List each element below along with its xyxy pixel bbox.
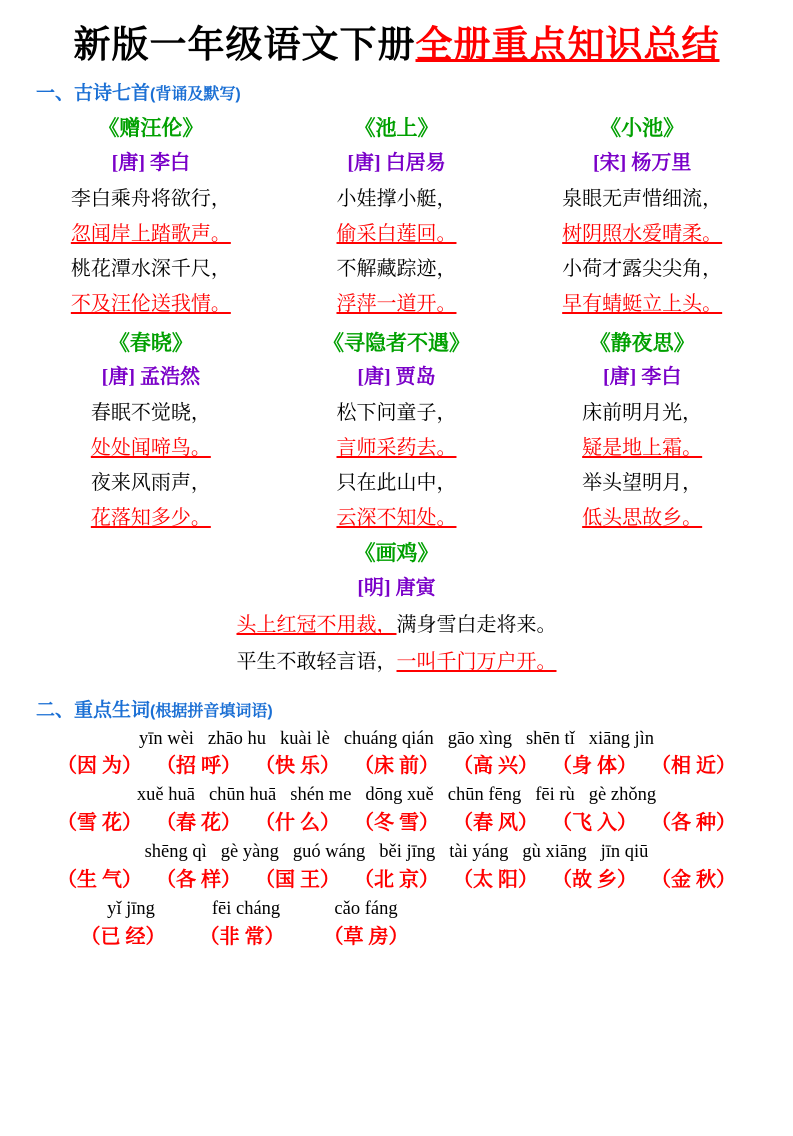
- section-2-name: 重点生词: [74, 699, 151, 721]
- poem-author-name: 孟浩然: [139, 366, 200, 388]
- vocab-pinyin: yǐ jīng: [107, 898, 155, 919]
- poem-couplet: [0, 644, 793, 681]
- vocab-pinyin: chuáng qián: [343, 728, 434, 749]
- vocab-pinyin: gù xiāng: [522, 842, 587, 862]
- section-1-name: 古诗七首: [74, 83, 151, 104]
- vocab-answer: （冬 雪）: [354, 812, 439, 834]
- vocab-answer: （草 房）: [323, 925, 409, 948]
- vocab-answer: （身 体）: [552, 755, 637, 778]
- vocab-pinyin: gè yàng: [220, 842, 279, 862]
- poem-xiaochi: [519, 109, 765, 322]
- vocab-pinyin: xuě huā: [136, 785, 195, 806]
- poem-line: 李白乘舟将欲行，: [70, 187, 231, 210]
- vocab-answer: （各 样）: [156, 868, 241, 891]
- vocab-pinyin: shēng qì: [144, 842, 207, 862]
- poem-line: 不及汪伦送我情。: [70, 292, 231, 315]
- poem-line: 花落知多少。: [90, 507, 211, 529]
- vocab-pinyin: gāo xìng: [447, 728, 512, 749]
- vocab-answer: （因 为）: [57, 755, 142, 778]
- vocab-answer: （春 花）: [156, 812, 241, 834]
- poem-author: [28, 145, 274, 182]
- poem-huaji: [0, 538, 793, 681]
- poem-couplet: [0, 607, 793, 644]
- section-1-num: 一、: [36, 83, 75, 104]
- vocab-answer: （高 兴）: [453, 755, 538, 778]
- poem-title: 《静夜思》: [589, 330, 695, 355]
- poem-grid-row-1: [28, 109, 765, 322]
- section-heading-vocab: [36, 695, 793, 722]
- vocab-answer: （太 阳）: [453, 868, 538, 891]
- poem-line: 夜来风雨声，: [90, 472, 211, 494]
- vocab-hanzi-row: [24, 924, 769, 951]
- poem-line: 低头思故乡。: [582, 507, 703, 529]
- poem-line: 春眠不觉晓，: [90, 402, 211, 424]
- vocab-pinyin: cǎo fáng: [334, 898, 398, 919]
- vocab-answer: （什 么）: [255, 812, 340, 834]
- vocab-answer: （非 常）: [199, 925, 285, 948]
- poem-grid-row-2: [28, 324, 765, 537]
- vocab-answer: （相 近）: [651, 755, 736, 778]
- poem-line: 只在此山中，: [336, 472, 457, 494]
- vocab-pinyin: běi jīng: [379, 842, 436, 862]
- poem-author-name: 李白: [641, 366, 682, 388]
- vocab-group: [24, 726, 769, 781]
- poem-author-name: 贾岛: [395, 366, 436, 388]
- poem-author: [519, 359, 765, 396]
- poem-line: 树阴照水爱晴柔。: [562, 222, 723, 245]
- poem-author: [274, 359, 520, 396]
- vocab-pinyin-row: [24, 726, 769, 754]
- document-page: [0, 14, 793, 1136]
- poem-line: 疑是地上霜。: [582, 437, 703, 459]
- vocab-pinyin-row: [24, 839, 769, 867]
- poem-line: 云深不知处。: [336, 507, 457, 529]
- poem-author: [274, 145, 520, 182]
- vocab-hanzi-row: [24, 867, 769, 894]
- vocab-pinyin: chūn huā: [208, 785, 277, 806]
- poem-line: 偷采白莲回。: [336, 222, 457, 245]
- poem-line: 举头望明月，: [582, 472, 703, 494]
- poem-chishang: [274, 109, 520, 322]
- poem-author: [519, 145, 765, 182]
- poem-line: 泉眼无声惜细流，: [562, 187, 723, 210]
- vocab-pinyin-row: [24, 782, 769, 810]
- vocab-answer: （北 京）: [354, 868, 439, 891]
- poem-dynasty: [明]: [357, 576, 391, 599]
- poem-author-name: 李白: [149, 151, 190, 174]
- vocab-pinyin: shén me: [290, 785, 352, 806]
- vocab-pinyin: fēi rù: [535, 785, 575, 806]
- poem-xunyinzhebuyu: [274, 324, 520, 537]
- vocab-pinyin: yīn wèi: [138, 728, 194, 749]
- vocab-answer: （金 秋）: [651, 868, 736, 891]
- vocab-pinyin: xiāng jìn: [588, 728, 655, 749]
- vocab-group: [24, 896, 769, 951]
- poem-author-name: 杨万里: [631, 151, 692, 174]
- vocab-group: [24, 782, 769, 837]
- poem-title: 《小池》: [600, 116, 685, 140]
- poem-zengwanglun: [28, 109, 274, 322]
- vocab-answer: （国 王）: [255, 868, 340, 891]
- page-title-red: 全册重点知识总结: [415, 25, 720, 66]
- vocab-pinyin: tài yáng: [449, 842, 509, 862]
- poem-couplet-black: 满身雪白走将来。: [396, 613, 557, 636]
- vocab-pinyin: gè zhǒng: [588, 785, 657, 806]
- page-title: [0, 14, 793, 68]
- poem-chunxiao: [28, 324, 274, 537]
- poem-line: 不解藏踪迹，: [336, 257, 457, 280]
- poem-author-name: 唐寅: [395, 576, 436, 599]
- vocab-answer: （已 经）: [80, 925, 166, 948]
- poem-author: [0, 570, 793, 607]
- poem-title: 《赠汪伦》: [98, 116, 204, 140]
- poem-couplet-red: 头上红冠不用裁，: [236, 613, 397, 636]
- vocab-answer: （故 乡）: [552, 868, 637, 891]
- poem-dynasty: [唐]: [111, 151, 145, 174]
- vocab-answer: （飞 入）: [552, 812, 637, 834]
- vocab-pinyin: dōng xuě: [365, 785, 434, 806]
- vocab-hanzi-row: [24, 753, 769, 780]
- vocab-group: [24, 839, 769, 894]
- vocab-answer: （床 前）: [354, 755, 439, 778]
- section-heading-poems: [36, 78, 793, 105]
- poem-dynasty: [唐]: [347, 151, 381, 174]
- poem-line: 松下问童子，: [336, 402, 457, 424]
- poem-line: 小荷才露尖尖角，: [562, 257, 723, 280]
- poem-title: 《画鸡》: [354, 541, 439, 565]
- poem-dynasty: [唐]: [357, 366, 391, 388]
- vocab-answer: （各 种）: [651, 812, 736, 834]
- section-2-num: 二、: [36, 699, 75, 721]
- poem-line: 处处闻啼鸟。: [90, 437, 211, 459]
- page-title-black: 新版一年级语文下册: [73, 25, 416, 66]
- vocab-pinyin: shēn tǐ: [525, 728, 575, 749]
- vocab-answer: （生 气）: [57, 868, 142, 891]
- vocab-block: [24, 726, 769, 951]
- section-2-paren: (根据拼音填词语): [150, 702, 273, 720]
- vocab-answer: （招 呼）: [156, 755, 241, 778]
- poem-line: 床前明月光，: [582, 402, 703, 424]
- vocab-pinyin-row: [24, 896, 769, 924]
- vocab-pinyin: chūn fēng: [447, 785, 522, 806]
- poem-line: 小娃撑小艇，: [336, 187, 457, 210]
- poem-couplet-black: 平生不敢轻言语，: [236, 650, 397, 673]
- vocab-hanzi-row: [24, 810, 769, 837]
- poem-line: 早有蜻蜓立上头。: [562, 292, 723, 315]
- poem-dynasty: [唐]: [603, 366, 637, 388]
- poem-author-name: 白居易: [385, 151, 446, 174]
- vocab-pinyin: zhāo hu: [207, 728, 266, 749]
- vocab-answer: （快 乐）: [255, 755, 340, 778]
- poem-couplet-red: 一叫千门万户开。: [396, 650, 557, 673]
- vocab-pinyin: fēi cháng: [211, 898, 281, 919]
- poem-dynasty: [唐]: [101, 366, 135, 388]
- vocab-pinyin: jīn qiū: [600, 842, 649, 862]
- poem-line: 言师采药去。: [336, 437, 457, 459]
- vocab-answer: （雪 花）: [57, 812, 142, 834]
- poem-title: 《池上》: [354, 116, 439, 140]
- poem-line: 桃花潭水深千尺，: [70, 257, 231, 280]
- poem-title: 《春晓》: [108, 330, 193, 355]
- poem-author: [28, 359, 274, 396]
- vocab-pinyin: kuài lè: [279, 728, 330, 749]
- vocab-pinyin: guó wáng: [292, 842, 366, 862]
- vocab-answer: （春 风）: [453, 812, 538, 834]
- poem-line: 浮萍一道开。: [336, 292, 457, 315]
- poem-jingyesi: [519, 324, 765, 537]
- poem-line: 忽闻岸上踏歌声。: [70, 222, 231, 245]
- poem-title: 《寻隐者不遇》: [322, 330, 470, 355]
- section-1-paren: (背诵及默写): [150, 86, 241, 103]
- poem-dynasty: [宋]: [593, 151, 627, 174]
